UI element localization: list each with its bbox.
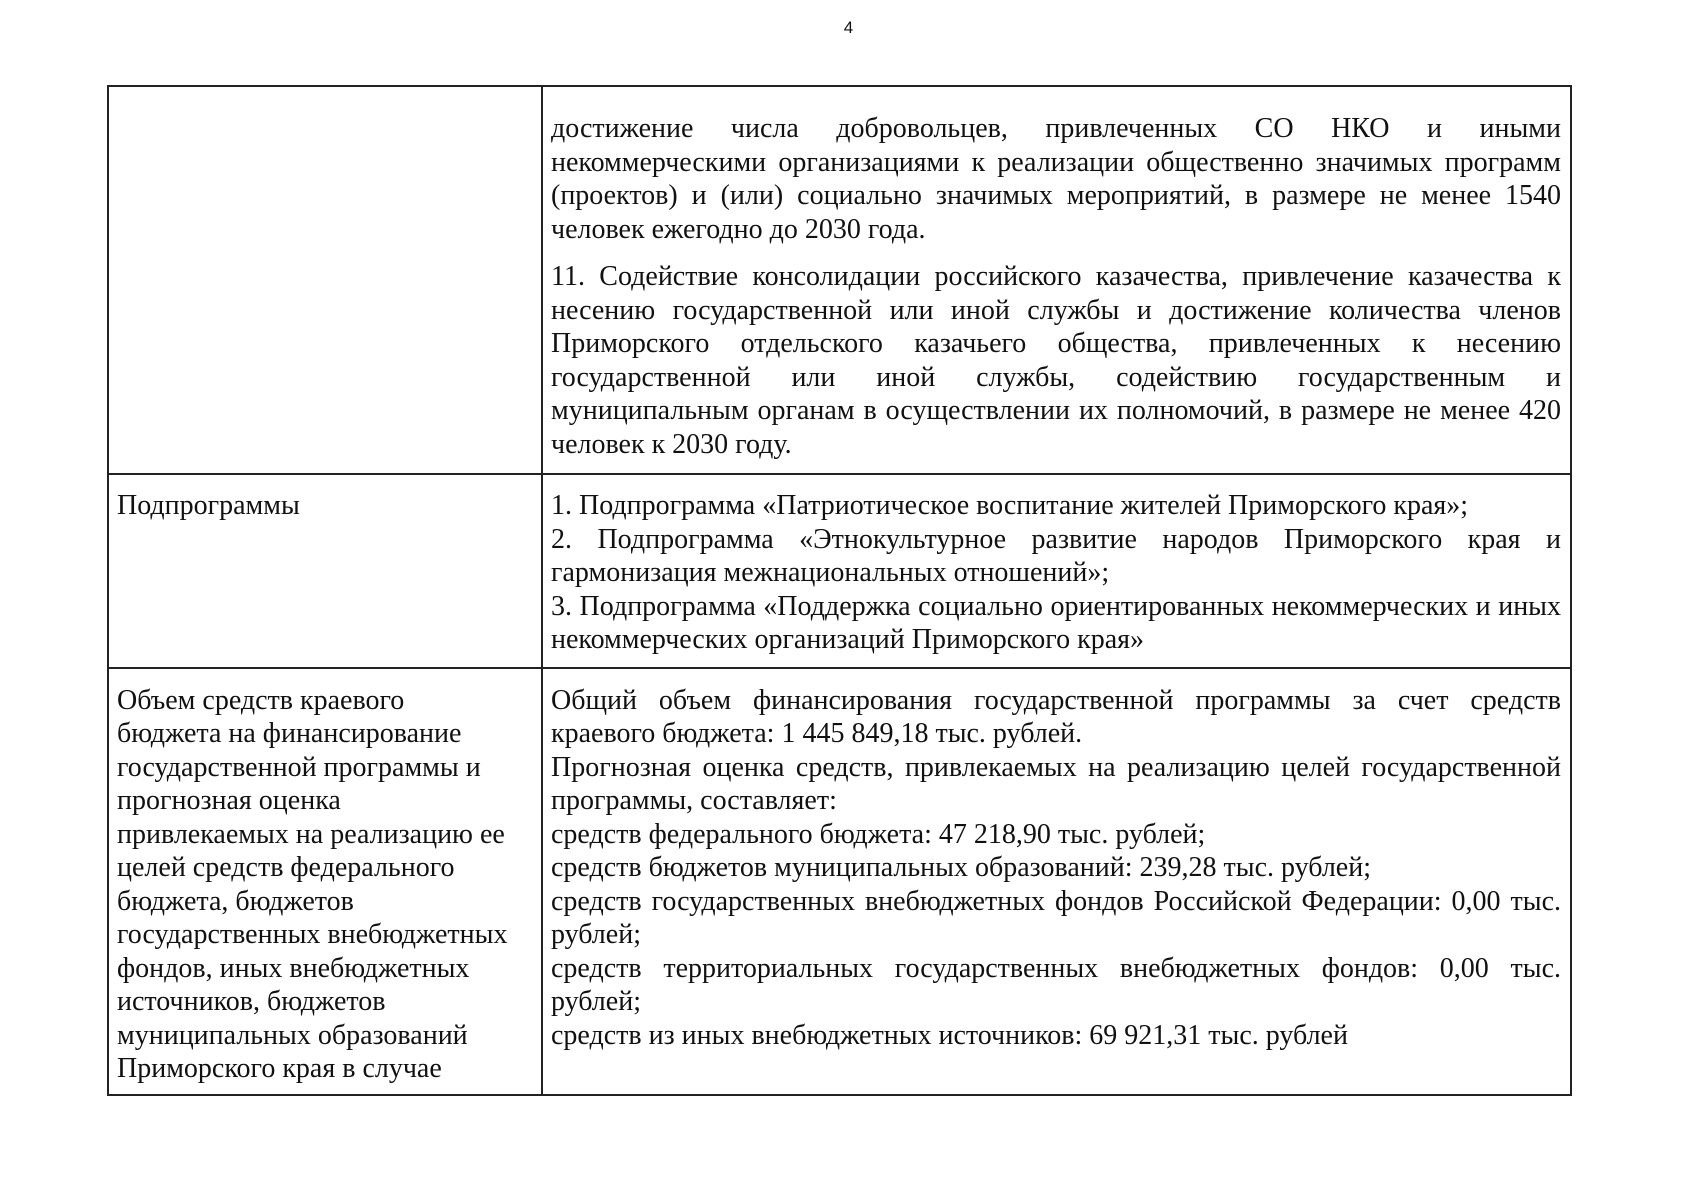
label-line: фондов, иных внебюджетных bbox=[117, 952, 470, 984]
funding-federal: средств федерального бюджета: 47 218,90 тыс. рублей; bbox=[551, 818, 1206, 850]
label-line: государственных внебюджетных bbox=[117, 919, 508, 950]
subprograms-list bbox=[542, 474, 1571, 668]
page-number: 4 bbox=[843, 18, 854, 37]
paragraph-cossacks: 11. Содействие консолидации российского казачества, привлечение казачества к несению государственной или иной службы и достижение количества членов Приморского отдельского казачьего общества, привлеченных к несению государственной или иной службы, содействию государственным и муниципальным органам в осуществлении их полномочий, в размере не менее 420 человек к 2030 году. bbox=[551, 261, 1561, 460]
table-row bbox=[108, 474, 1571, 668]
paragraph-volunteers: достижение числа добровольцев, привлеченных СО НКО и иными некоммерческими организациями к реализации общественно значимых программ (проектов) и (или) социально значимых мероприятий, в размере не менее 1540 человек ежегодно до 2030 года. bbox=[551, 113, 1561, 245]
program-passport-table bbox=[107, 85, 1572, 1096]
label-line: Объем средств краевого bbox=[117, 684, 405, 716]
table-row bbox=[108, 668, 1571, 1095]
row-value-cell bbox=[542, 86, 1571, 474]
row-label-cell bbox=[108, 86, 542, 474]
row-label-funding bbox=[108, 668, 542, 1095]
label-line: бюджета, бюджетов bbox=[117, 885, 354, 917]
funding-other-sources: средств из иных внебюджетных источников: 69 921,31 тыс. рублей bbox=[551, 1019, 1348, 1051]
label-line: государственной программы и bbox=[117, 751, 481, 783]
label-line: целей средств федерального bbox=[117, 852, 455, 883]
subprogram-item: 1. Подпрограмма «Патриотическое воспитание жителей Приморского края»; bbox=[551, 490, 1469, 521]
funding-total: Общий объем финансирования государственной программы за счет средств краевого бюджета: 1 445 849,18 тыс. рублей. bbox=[551, 684, 1561, 749]
label-line: муниципальных образований bbox=[117, 1019, 468, 1051]
funding-state-funds: средств государственных внебюджетных фондов Российской Федерации: 0,00 тыс. рублей; bbox=[551, 885, 1561, 950]
row-label-subprograms: Подпрограммы bbox=[108, 474, 542, 668]
funding-territorial-funds: средств территориальных государственных внебюджетных фондов: 0,00 тыс. рублей; bbox=[551, 952, 1561, 1017]
subprogram-item: 2. Подпрограмма «Этнокультурное развитие народов Приморского края и гармонизация межнациональных отношений»; bbox=[551, 523, 1561, 588]
funding-forecast-intro: Прогнозная оценка средств, привлекаемых на реализацию целей государственной программы, составляет: bbox=[551, 751, 1561, 816]
funding-details bbox=[542, 668, 1571, 1095]
label-line: прогнозная оценка bbox=[117, 785, 341, 816]
subprogram-item: 3. Подпрограмма «Поддержка социально ориентированных некоммерческих и иных некоммерческих организаций Приморского края» bbox=[551, 590, 1561, 655]
funding-municipal: средств бюджетов муниципальных образований: 239,28 тыс. рублей; bbox=[551, 852, 1371, 883]
label-line: бюджета на финансирование bbox=[117, 718, 462, 749]
label-line: привлекаемых на реализацию ее bbox=[117, 818, 505, 850]
table-row bbox=[108, 86, 1571, 474]
label-line: источников, бюджетов bbox=[117, 986, 386, 1017]
label-line: Приморского края в случае bbox=[117, 1053, 442, 1084]
